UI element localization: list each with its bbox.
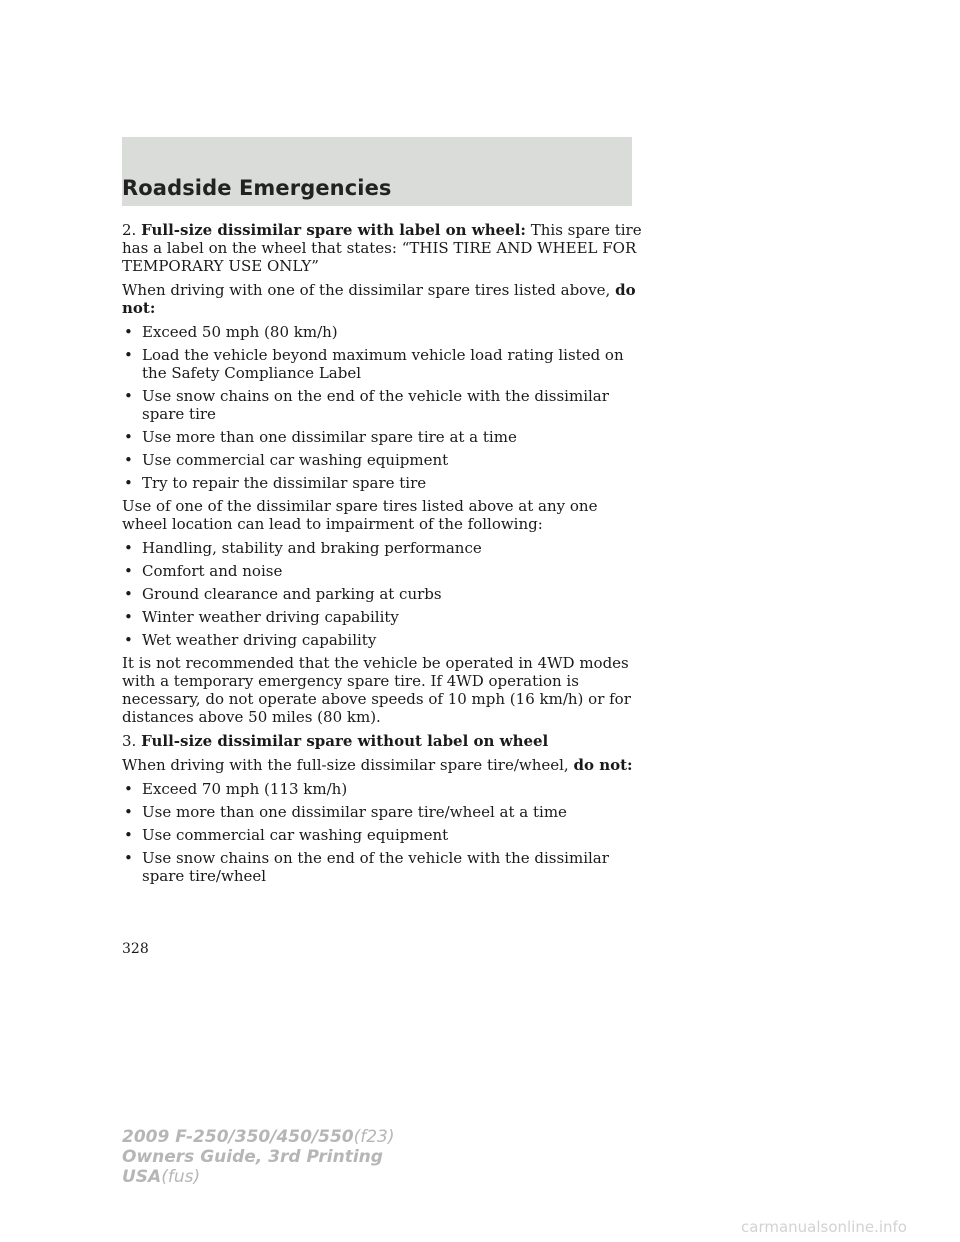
list-item-text: Winter weather driving capability bbox=[142, 608, 399, 626]
page-number: 328 bbox=[122, 941, 149, 957]
list-item-text: Exceed 50 mph (80 km/h) bbox=[142, 323, 338, 341]
market-code: (fus) bbox=[161, 1167, 201, 1187]
bullet-icon: • bbox=[124, 849, 133, 867]
do-not-label: do not: bbox=[122, 281, 636, 317]
model-code: (f23) bbox=[353, 1127, 395, 1147]
list-item bbox=[122, 387, 642, 423]
watermark: carmanualsonline.info bbox=[741, 1218, 907, 1236]
list-item-text: Use more than one dissimilar spare tire at a time bbox=[142, 428, 517, 446]
bullet-icon: • bbox=[124, 428, 133, 446]
list-item-text: Load the vehicle beyond maximum vehicle load rating listed on the Safety Compliance Label bbox=[142, 346, 624, 382]
section-3-heading: Full-size dissimilar spare without label on wheel bbox=[141, 732, 549, 750]
footer-line-3 bbox=[122, 1167, 395, 1187]
list-item bbox=[122, 608, 642, 626]
section-2-heading: Full-size dissimilar spare with label on wheel: bbox=[141, 221, 526, 239]
list-item-text: Handling, stability and braking performance bbox=[142, 539, 482, 557]
bullet-icon: • bbox=[124, 387, 133, 405]
bullet-icon: • bbox=[124, 585, 133, 603]
footer-line-2: Owners Guide, 3rd Printing bbox=[122, 1147, 383, 1167]
bullet-icon: • bbox=[124, 631, 133, 649]
bullet-icon: • bbox=[124, 451, 133, 469]
when-driving-text: When driving with one of the dissimilar spare tires listed above, bbox=[122, 281, 611, 299]
footer-print-info bbox=[122, 1127, 395, 1187]
list-item-text: Use snow chains on the end of the vehicle with the dissimilar spare tire/wheel bbox=[142, 849, 609, 885]
impairment-intro: Use of one of the dissimilar spare tires listed above at any one wheel location can lead to impairment of the following: bbox=[122, 497, 598, 533]
restrictions-list-2 bbox=[122, 780, 642, 885]
model-label: 2009 F-250/350/450/550 bbox=[122, 1127, 354, 1147]
list-item bbox=[122, 323, 642, 341]
list-item bbox=[122, 428, 642, 446]
list-item-text: Try to repair the dissimilar spare tire bbox=[142, 474, 427, 492]
main-content bbox=[122, 221, 642, 890]
bullet-icon: • bbox=[124, 539, 133, 557]
when-driving-paragraph-1 bbox=[122, 281, 642, 317]
footer-line-1 bbox=[122, 1127, 395, 1147]
do-not-label: do not: bbox=[573, 756, 633, 774]
list-item bbox=[122, 451, 642, 469]
list-item bbox=[122, 562, 642, 580]
list-item-text: Use snow chains on the end of the vehicle with the dissimilar spare tire bbox=[142, 387, 609, 423]
fourwd-note: It is not recommended that the vehicle be operated in 4WD modes with a temporary emergency spare tire. If 4WD operation is necessary, do not operate above speeds of 10 mph (16 km/h) or for distances above 50 miles (80 km). bbox=[122, 654, 631, 726]
list-item bbox=[122, 474, 642, 492]
section-2-paragraph bbox=[122, 221, 642, 275]
list-item-text: Use more than one dissimilar spare tire/wheel at a time bbox=[142, 803, 567, 821]
impairment-list bbox=[122, 539, 642, 649]
list-item-text: Comfort and noise bbox=[142, 562, 283, 580]
list-item bbox=[122, 826, 642, 844]
bullet-icon: • bbox=[124, 346, 133, 364]
bullet-icon: • bbox=[124, 826, 133, 844]
list-item-text: Wet weather driving capability bbox=[142, 631, 377, 649]
market-label: USA bbox=[122, 1167, 162, 1187]
bullet-icon: • bbox=[124, 608, 133, 626]
when-driving-paragraph-2 bbox=[122, 756, 642, 774]
list-item bbox=[122, 631, 642, 649]
list-item bbox=[122, 539, 642, 557]
list-item bbox=[122, 849, 642, 885]
section-2-number: 2. bbox=[122, 221, 137, 239]
when-driving-text: When driving with the full-size dissimilar spare tire/wheel, bbox=[122, 756, 569, 774]
list-item bbox=[122, 585, 642, 603]
list-item-text: Ground clearance and parking at curbs bbox=[142, 585, 442, 603]
list-item bbox=[122, 346, 642, 382]
bullet-icon: • bbox=[124, 323, 133, 341]
restrictions-list-1 bbox=[122, 323, 642, 492]
list-item bbox=[122, 803, 642, 821]
bullet-icon: • bbox=[124, 562, 133, 580]
section-2-text: This spare tire has a label on the wheel that states: “THIS TIRE AND WHEEL FOR TEMPORARY USE ONLY” bbox=[122, 221, 642, 275]
list-item-text: Use commercial car washing equipment bbox=[142, 826, 449, 844]
list-item-text: Exceed 70 mph (113 km/h) bbox=[142, 780, 348, 798]
bullet-icon: • bbox=[124, 803, 133, 821]
section-3-paragraph bbox=[122, 732, 642, 750]
list-item-text: Use commercial car washing equipment bbox=[142, 451, 449, 469]
bullet-icon: • bbox=[124, 474, 133, 492]
section-3-number: 3. bbox=[122, 732, 137, 750]
bullet-icon: • bbox=[124, 780, 133, 798]
list-item bbox=[122, 780, 642, 798]
page-title: Roadside Emergencies bbox=[122, 176, 392, 200]
